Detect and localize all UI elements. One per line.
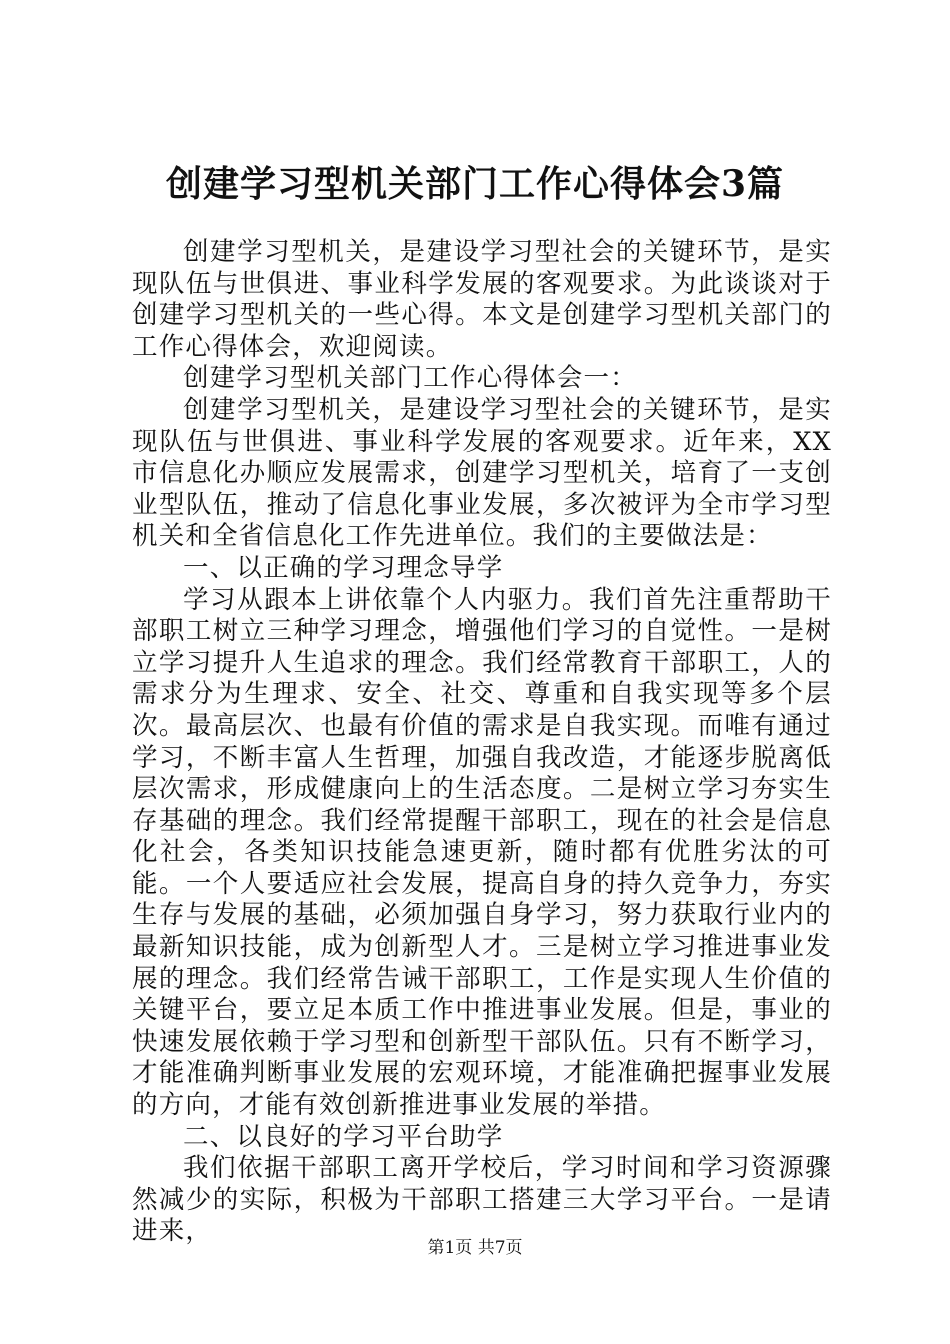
subheading-one: 一、以正确的学习理念导学 xyxy=(183,552,504,583)
document-title: 创建学习型机关部门工作心得体会3篇 xyxy=(165,163,785,205)
document-body xyxy=(132,237,832,1248)
intro-paragraph: 创建学习型机关，是建设学习型社会的关键环节，是实现队伍与世俱进、事业科学发展的客观要求。为此谈谈对于创建学习型机关的一些心得。本文是创建学习型机关部门的工作心得体会，欢迎阅读。 xyxy=(132,237,832,362)
body-paragraph: 创建学习型机关，是建设学习型社会的关键环节，是实现队伍与世俱进、事业科学发展的客观要求。近年来，XX市信息化办顺应发展需求，创建学习型机关，培育了一支创业型队伍，推动了信息化事业发展，多次被评为全市学习型机关和全省信息化工作先进单位。我们的主要做法是： xyxy=(132,394,832,552)
section-heading-part-one: 创建学习型机关部门工作心得体会一： xyxy=(183,363,637,394)
page-number-footer: 第1页 共7页 xyxy=(427,1238,523,1258)
body-paragraph: 我们依据干部职工离开学校后，学习时间和学习资源骤然减少的实际，积极为干部职工搭建三大学习平台。一是请进来， xyxy=(132,1153,832,1247)
body-paragraph: 学习从跟本上讲依靠个人内驱力。我们首先注重帮助干部职工树立三种学习理念，增强他们学习的自觉性。一是树立学习提升人生追求的理念。我们经常教育干部职工，人的需求分为生理求、安全、社交、尊重和自我实现等多个层次。最高层次、也最有价值的需求是自我实现。而唯有通过学习，不断丰富人生哲理，加强自我改造，才能逐步脱离低层次需求，形成健康向上的生活态度。二是树立学习夯实生存基础的理念。我们经常提醒干部职工，现在的社会是信息化社会，各类知识技能急速更新，随时都有优胜劣汰的可能。一个人要适应社会发展，提高自身的持久竞争力，夯实生存与发展的基础，必须加强自身学习，努力获取行业内的最新知识技能，成为创新型人才。三是树立学习推进事业发展的理念。我们经常告诫干部职工，工作是实现人生价值的关键平台，要立足本质工作中推进事业发展。但是，事业的快速发展依赖于学习型和创新型干部队伍。只有不断学习，才能准确判断事业发展的宏观环境，才能准确把握事业发展的方向，才能有效创新推进事业发展的举措。 xyxy=(132,584,832,1121)
subheading-two: 二、以良好的学习平台助学 xyxy=(183,1121,504,1152)
